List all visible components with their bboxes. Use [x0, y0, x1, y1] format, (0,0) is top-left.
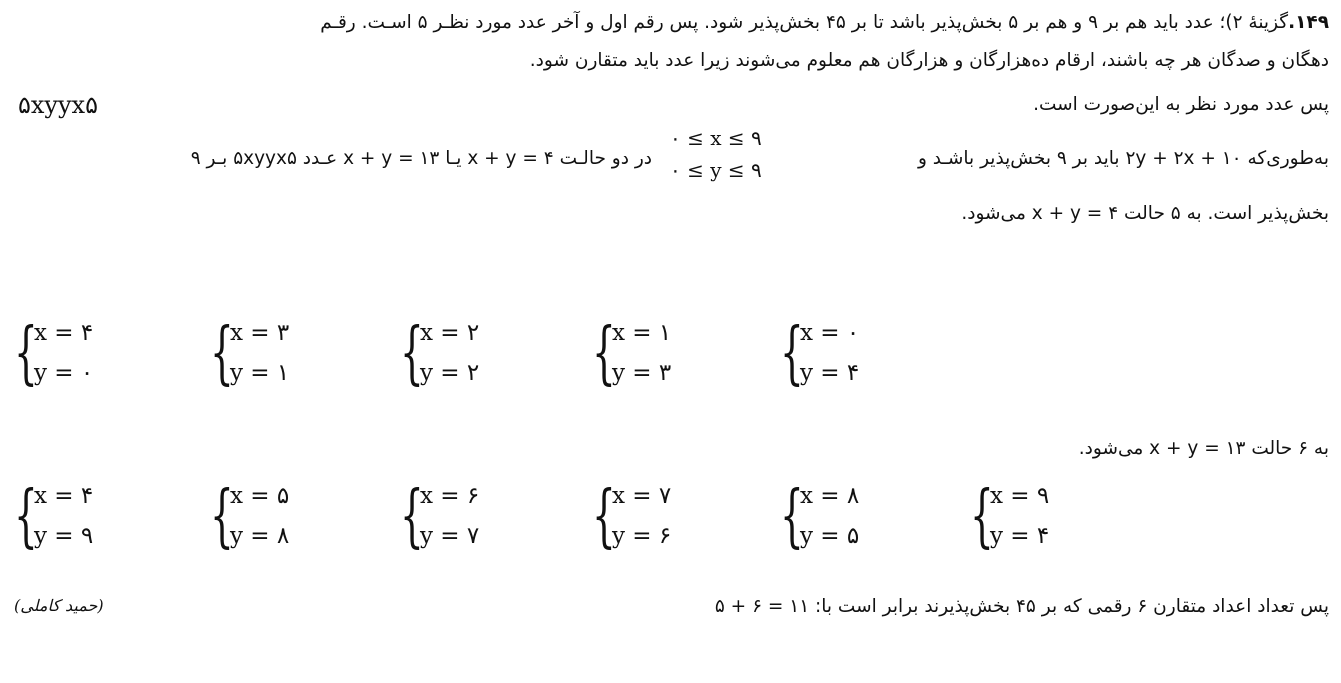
case-system [210, 477, 340, 561]
case-x: x = ۳ [230, 320, 290, 346]
case-x: x = ۰ [800, 320, 860, 346]
case-y: y = ۰ [34, 360, 94, 386]
brace: { [400, 314, 424, 393]
condition-x-range: ۰ ≤ x ≤ ۹ [670, 126, 762, 150]
case-y: y = ۵ [800, 523, 860, 549]
case-y: y = ۷ [420, 523, 480, 549]
problem-line-4-text-2: در دو حالـت ۴ = x + y یـا ۱۳ = x + y عـدد ۵xyyx۵ بـر ۹ [190, 148, 652, 169]
problem-line-2: دهگان و صدگان هر چه باشند، ارقام ده‌هزارگان و هزارگان هم معلوم می‌شوند زیرا عدد باید متقارن شود. [529, 50, 1329, 71]
case-system [592, 314, 722, 398]
symmetric-number-form: ۵xyyx۵ [18, 91, 98, 119]
case-x: x = ۵ [230, 483, 290, 509]
problem-line-6: به ۶ حالت ۱۳ = x + y می‌شود. [1078, 438, 1329, 459]
brace: { [970, 477, 994, 556]
case-system [970, 477, 1100, 561]
brace: { [14, 477, 38, 556]
case-x: x = ۴ [34, 320, 94, 346]
case-y: y = ۳ [612, 360, 672, 386]
author-signature: (حمید کاملی) [14, 596, 104, 615]
brace: { [592, 314, 616, 393]
case-y: y = ۱ [230, 360, 290, 386]
brace: { [780, 477, 804, 556]
case-y: y = ۹ [34, 523, 94, 549]
brace: { [592, 477, 616, 556]
problem-line-5: بخش‌پذیر است. به ۵ حالت ۴ = x + y می‌شود. [961, 203, 1329, 224]
brace: { [780, 314, 804, 393]
case-x: x = ۱ [612, 320, 672, 346]
brace: { [14, 314, 38, 393]
condition-y-range: ۰ ≤ y ≤ ۹ [670, 158, 762, 182]
case-x: x = ۴ [34, 483, 94, 509]
brace: { [210, 477, 234, 556]
problem-line-1-text: گزینهٔ ۲)؛ عدد باید هم بر ۹ و هم بر ۵ بخش‌پذیر باشد تا بر ۴۵ بخش‌پذیر شود. پس رقم اول و آخر عدد مورد نظـر ۵ اسـت. رقـم [320, 12, 1289, 33]
brace: { [400, 477, 424, 556]
problem-number: ۱۴۹. [1288, 12, 1329, 33]
case-x: x = ۸ [800, 483, 860, 509]
case-system [400, 477, 530, 561]
case-y: y = ۴ [800, 360, 860, 386]
problem-line-4-text: به‌طوری‌که ۲y + ۲x + ۱۰ باید بر ۹ بخش‌پذیر باشـد و [917, 148, 1329, 169]
case-y: y = ۸ [230, 523, 290, 549]
problem-line-3: پس عدد مورد نظر به این‌صورت است. [1033, 94, 1329, 115]
case-system [400, 314, 530, 398]
case-system [592, 477, 722, 561]
case-x: x = ۷ [612, 483, 672, 509]
case-system [14, 477, 144, 561]
case-y: y = ۶ [612, 523, 672, 549]
case-x: x = ۲ [420, 320, 480, 346]
case-y: y = ۴ [990, 523, 1050, 549]
case-x: x = ۹ [990, 483, 1050, 509]
case-system [210, 314, 340, 398]
case-system [780, 477, 910, 561]
problem-line-1 [320, 14, 1329, 33]
brace: { [210, 314, 234, 393]
case-system [780, 314, 910, 398]
case-x: x = ۶ [420, 483, 480, 509]
case-system [14, 314, 144, 398]
case-y: y = ۲ [420, 360, 480, 386]
problem-conclusion: پس تعداد اعداد متقارن ۶ رقمی که بر ۴۵ بخش‌پذیرند برابر است با: ۱۱ = ۶ + ۵ [714, 596, 1329, 617]
